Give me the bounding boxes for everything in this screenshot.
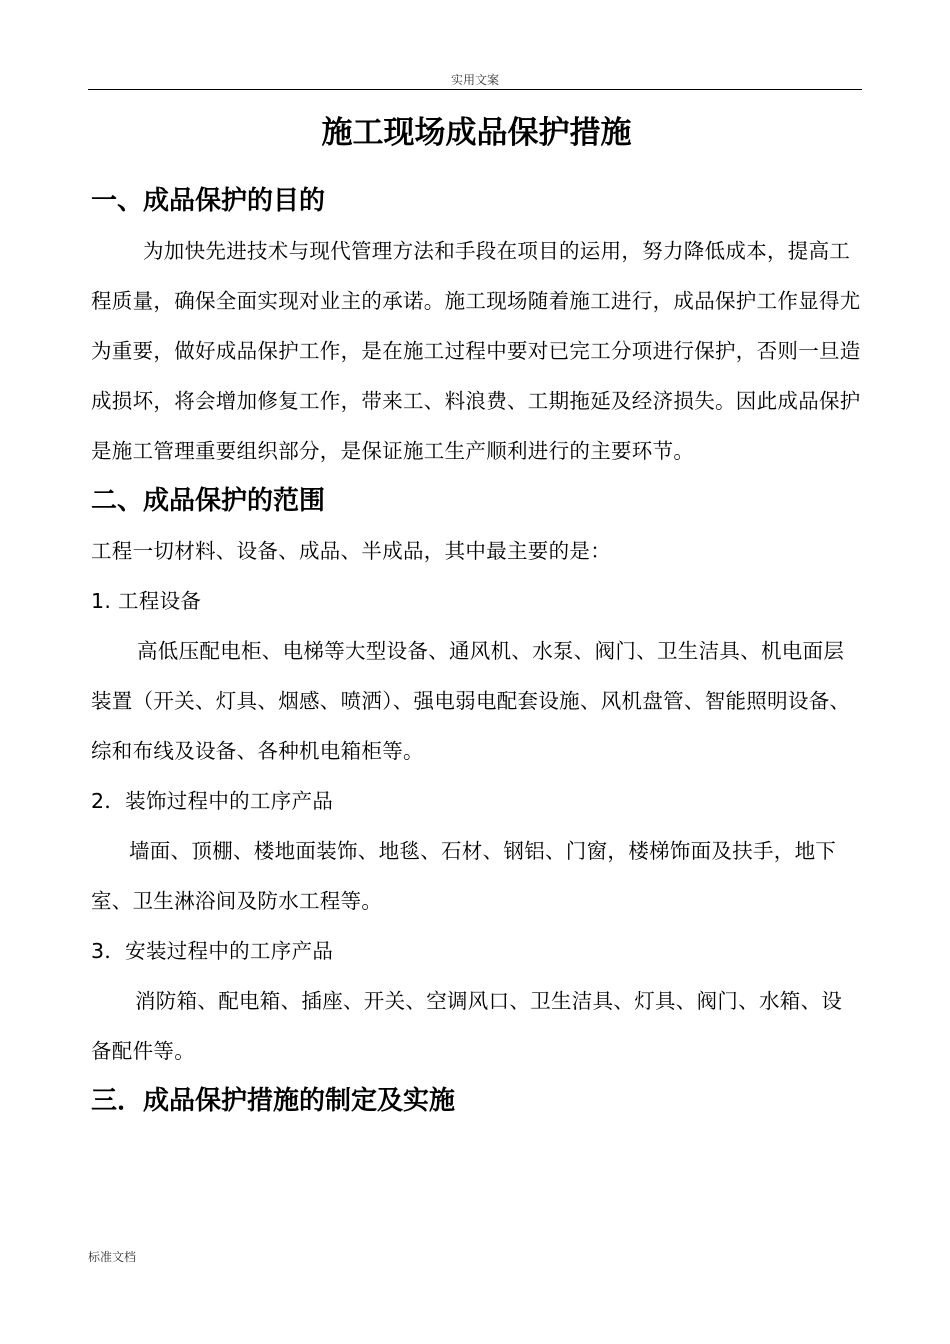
scope-item-text-decoration: 墙面、顶棚、楼地面装饰、地毯、石材、钢铝、门窗，楼梯饰面及扶手，地下室、卫生淋浴间及防水工程等。 [91,839,837,913]
document-title: 施工现场成品保护措施 [321,115,632,151]
page-footer: 标准文档 [88,1250,137,1264]
page-header: 实用文案 [88,72,862,90]
document-body [91,108,862,1126]
section-heading-measures: 三．成品保护措施的制定及实施 [91,1086,456,1116]
section-heading-scope: 二、成品保护的范围 [91,486,326,516]
scope-item-text-equipment: 高低压配电柜、电梯等大型设备、通风机、水泵、阀门、卫生洁具、机电面层装置（开关、灯具、烟感、喷洒）、强电弱电配套设施、风机盘管、智能照明设备、综和布线及设备、各种机电箱柜等。 [91,639,851,763]
scope-intro: 工程一切材料、设备、成品、半成品，其中最主要的是： [91,539,611,563]
scope-item-label-decoration: 2．装饰过程中的工序产品 [91,789,334,813]
scope-item-text-installation: 消防箱、配电箱、插座、开关、空调风口、卫生洁具、灯具、阀门、水箱、设备配件等。 [91,989,843,1063]
scope-item-label-equipment: 1. 工程设备 [91,589,202,613]
purpose-paragraph: 为加快先进技术与现代管理方法和手段在项目的运用，努力降低成本，提高工程质量，确保全面实现对业主的承诺。施工现场随着施工进行，成品保护工作显得尤为重要，做好成品保护工作，是在施工过程中要对已完工分项进行保护，否则一旦造成损坏，将会增加修复工作，带来工、料浪费、工期拖延及经济损失。因此成品保护是施工管理重要组织部分，是保证施工生产顺利进行的主要环节。 [91,239,861,463]
scope-item-label-installation: 3．安装过程中的工序产品 [91,939,334,963]
section-heading-purpose: 一、成品保护的目的 [91,186,326,216]
